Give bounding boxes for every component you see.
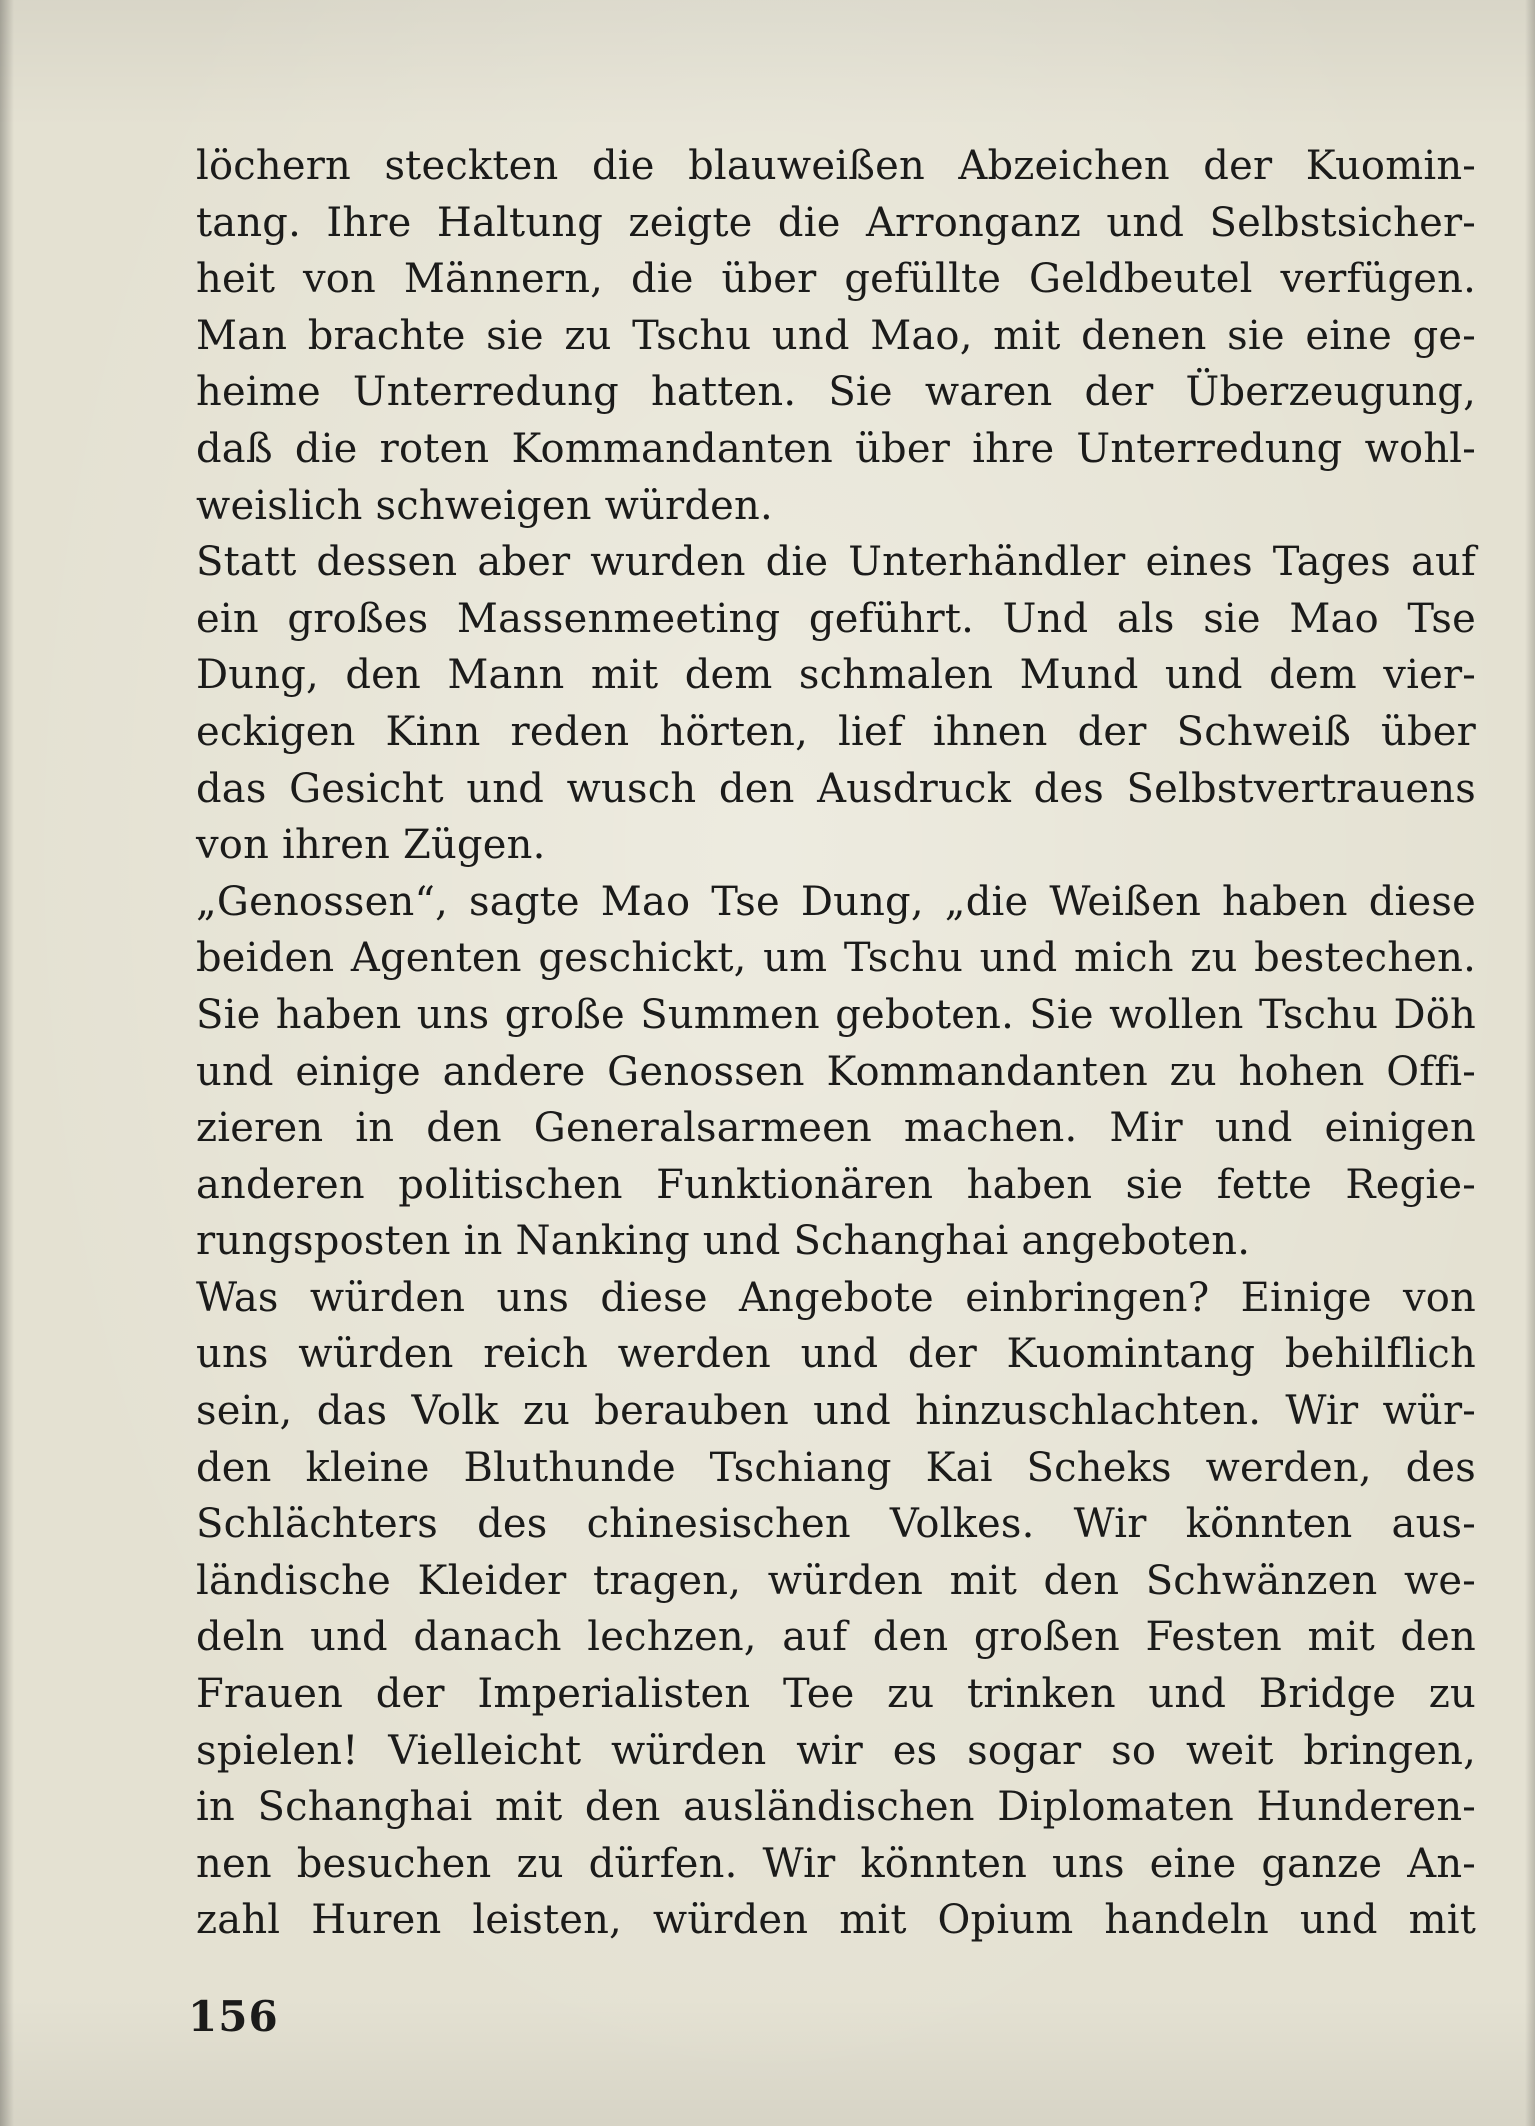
text-line: Man brachte sie zu Tschu und Mao, mit denen sie eine ge- <box>196 312 1476 359</box>
text-line: rungsposten in Nanking und Schanghai angeboten. <box>196 1218 1251 1265</box>
page-number: 156 <box>188 1992 279 2041</box>
text-line: heime Unterredung hatten. Sie waren der Überzeugung, <box>196 369 1476 416</box>
text-line: sein, das Volk zu berauben und hinzuschlachten. Wir wür- <box>196 1388 1476 1435</box>
text-line: beiden Agenten geschickt, um Tschu und mich zu bestechen. <box>196 935 1476 982</box>
text-line: Frauen der Imperialisten Tee zu trinken und Bridge zu <box>196 1671 1476 1718</box>
text-line: Sie haben uns große Summen geboten. Sie wollen Tschu Döh <box>196 991 1476 1038</box>
text-line: heit von Männern, die über gefüllte Geldbeutel verfügen. <box>196 256 1476 303</box>
text-line: Dung, den Mann mit dem schmalen Mund und dem vier- <box>196 652 1476 699</box>
text-line: zieren in den Generalsarmeen machen. Mir und einigen <box>196 1105 1476 1152</box>
text-line: spielen! Vielleicht würden wir es sogar so weit bringen, <box>196 1727 1476 1774</box>
text-line: deln und danach lechzen, auf den großen Festen mit den <box>196 1614 1476 1661</box>
text-line: ländische Kleider tragen, würden mit den Schwänzen we- <box>196 1557 1476 1604</box>
text-line: eckigen Kinn reden hörten, lief ihnen der Schweiß über <box>196 708 1476 755</box>
text-line: den kleine Bluthunde Tschiang Kai Scheks werden, des <box>196 1444 1476 1491</box>
text-line: Was würden uns diese Angebote einbringen? Einige von <box>196 1274 1476 1321</box>
text-line: das Gesicht und wusch den Ausdruck des Selbstvertrauens <box>196 765 1476 812</box>
text-line: in Schanghai mit den ausländischen Diplomaten Hunderen- <box>196 1784 1476 1831</box>
text-line: weislich schweigen würden. <box>196 482 773 529</box>
body-text <box>196 138 1476 1949</box>
text-line: uns würden reich werden und der Kuomintang behilflich <box>196 1331 1476 1378</box>
text-line: Statt dessen aber wurden die Unterhändler eines Tages auf <box>196 539 1476 586</box>
text-line: tang. Ihre Haltung zeigte die Arronganz und Selbstsicher- <box>196 199 1476 246</box>
text-line: löchern steckten die blauweißen Abzeichen der Kuomin- <box>196 143 1476 189</box>
text-line: Schlächters des chinesischen Volkes. Wir könnten aus- <box>196 1501 1476 1548</box>
text-line: anderen politischen Funktionären haben sie fette Regie- <box>196 1161 1476 1208</box>
text-line: zahl Huren leisten, würden mit Opium handeln und mit <box>196 1897 1476 1944</box>
text-line: „Genossen“, sagte Mao Tse Dung, „die Weißen haben diese <box>196 878 1476 925</box>
text-line: daß die roten Kommandanten über ihre Unterredung wohl- <box>196 425 1476 472</box>
text-line: von ihren Zügen. <box>196 822 546 869</box>
text-line: ein großes Massenmeeting geführt. Und als sie Mao Tse <box>196 595 1476 642</box>
text-line: nen besuchen zu dürfen. Wir könnten uns eine ganze An- <box>196 1840 1476 1887</box>
text-line: und einige andere Genossen Kommandanten zu hohen Offi- <box>196 1048 1476 1095</box>
